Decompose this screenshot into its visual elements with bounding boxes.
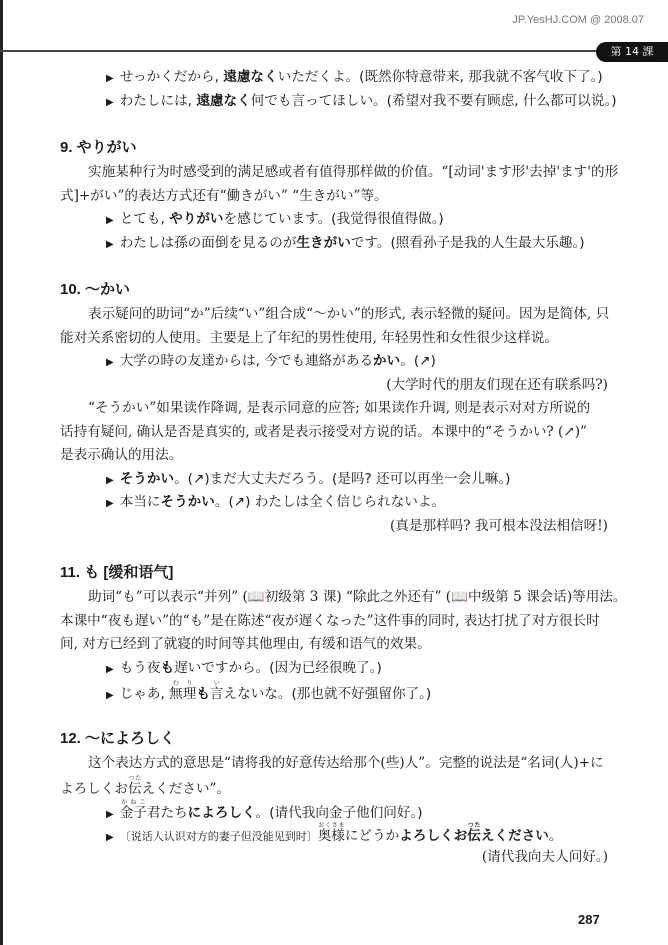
ruby-base: 無理 — [169, 686, 197, 702]
emphasis-text: 遠慮なく — [196, 92, 251, 109]
furigana: つた — [127, 775, 142, 782]
example-sentence — [0, 822, 668, 846]
translation: (真是那样吗? 我可根本没法相信呀!) — [390, 517, 608, 534]
paragraph-line: 这个表达方式的意思是“请将我的好意传达给那个(些)人”。完整的说法是“名词(人)+に — [88, 754, 604, 771]
header-rule — [0, 50, 600, 52]
bullet-triangle-icon: ▶ — [106, 357, 114, 368]
spacer — [0, 255, 668, 263]
emphasis-text: かい — [373, 353, 401, 369]
text-segment: を感じています。(我觉得很值得做。) — [223, 211, 444, 227]
bullet-triangle-icon: ▶ — [106, 238, 114, 250]
text-segment: にどうか — [344, 828, 400, 844]
paragraph-line: 间, 对方已经到了就寝的时间等其他理由, 有缓和语气的效果。 — [60, 636, 431, 652]
example-sentence — [0, 680, 668, 704]
section-heading: 10. ～かい — [60, 281, 131, 298]
page-body — [0, 66, 668, 869]
paragraph-line: 表示疑问的助词“か”后续“い”组合成“～かい”的形式, 表示轻微的疑问。因为是简体, 只 — [88, 306, 610, 322]
example-sentence — [0, 66, 668, 90]
text-segment: 。(请代我向金子他们问好。) — [255, 804, 423, 821]
text-segment: わたしには, — [119, 92, 197, 109]
text-segment: いただくよ。(既然你特意带来, 那我就不客气收下了。) — [277, 69, 603, 85]
emphasis-text: えください — [480, 828, 549, 844]
ruby-base: 奥様 — [317, 828, 345, 844]
paragraph-line: “そうかい”如果读作降调, 是表示同意的应答; 如果读作升调, 则是表示对对方所说的 — [88, 400, 591, 416]
text-segment: 大学の時の友達からは, 今でも連絡がある — [119, 353, 374, 369]
text-segment: 何でも言ってほしい。(希望对我不要有顾虑, 什么都可以说。) — [250, 92, 617, 109]
emphasis-text: も — [160, 659, 175, 676]
text-segment: 。(↗)まだ大丈夫だろう。(是吗? 还可以再坐一会儿嘛。) — [174, 470, 511, 487]
text-segment: じゃあ, — [119, 686, 170, 702]
example-sentence — [0, 350, 668, 374]
emphasis-text: そうかい — [119, 470, 175, 487]
ruby-text — [317, 822, 345, 844]
text-segment: とても, — [119, 211, 170, 227]
bullet-triangle-icon: ▶ — [106, 690, 114, 701]
page-number: 287 — [578, 912, 600, 927]
ruby-text — [169, 680, 197, 702]
emphasis-text: そうかい — [160, 494, 215, 510]
furigana: つた — [467, 822, 481, 829]
bullet-triangle-icon: ▶ — [106, 498, 114, 509]
bullet-triangle-icon: ▶ — [106, 808, 114, 820]
ruby-base: 金子 — [119, 804, 147, 821]
bullet-triangle-icon: ▶ — [106, 663, 114, 675]
text-segment: よろしくお — [60, 781, 128, 797]
text-segment: です。(照看孙子是我的人生最大乐趣。) — [350, 234, 585, 251]
example-sentence — [0, 90, 668, 114]
example-sentence — [0, 799, 668, 823]
example-sentence — [0, 468, 668, 492]
example-sentence — [0, 657, 668, 681]
emphasis-text: よろしくお — [399, 828, 468, 844]
bullet-triangle-icon: ▶ — [106, 215, 114, 226]
text-segment: えないな。(那也就不好强留你了。) — [223, 686, 432, 702]
example-sentence — [0, 491, 668, 515]
emphasis-text: 生きがい — [296, 234, 351, 251]
bullet-triangle-icon: ▶ — [106, 474, 114, 486]
ruby-base: 伝 — [127, 781, 142, 797]
furigana: おくさま — [317, 822, 345, 829]
furigana: い — [209, 680, 224, 687]
ruby-text — [127, 775, 142, 797]
text-segment: 。(↗) — [400, 353, 436, 369]
lesson-tab: 第 14 課 — [596, 42, 668, 62]
spacer — [0, 113, 668, 121]
ruby-text — [119, 798, 147, 821]
emphasis-text: によろしく — [187, 804, 256, 821]
paragraph-line: 是表示确认的用法。 — [60, 447, 183, 463]
translation: (请代我向夫人问好。) — [481, 848, 608, 865]
text-segment: もう夜 — [119, 659, 161, 676]
paragraph-line: 助词“も”可以表示“并列” (📖初级第 3 课) “除此之外还有” (📖中级第 5 课会话)等用法。 — [88, 589, 627, 605]
paragraph-line — [0, 775, 668, 799]
paragraph-line: 实施某种行为时感受到的满足感或者有值得那样做的价值。“[动词'ます形'去掉'ます'的形 — [88, 164, 619, 180]
text-segment: 君たち — [146, 804, 188, 821]
paragraph-line: 本课中“夜も遅い”的“も”是在陈述“夜が遅くなった”这件事的同时, 表达打扰了对方很长时 — [60, 612, 600, 629]
bullet-triangle-icon: ▶ — [106, 832, 114, 843]
furigana: かねこ — [119, 798, 147, 806]
text-segment: わたしは孫の面倒を見るのが — [119, 234, 297, 251]
example-sentence — [0, 208, 668, 232]
ruby-text — [467, 822, 481, 844]
ruby-text — [209, 680, 224, 702]
emphasis-text: やりがい — [169, 211, 224, 227]
bullet-triangle-icon: ▶ — [106, 96, 114, 108]
watermark: JP.YesHJ.COM @ 2008.07 — [512, 14, 644, 26]
text-segment: 〔说话人认识对方的妻子但没能见到时〕 — [119, 830, 318, 843]
text-segment: 。(↗) わたしは全く信じられないよ。 — [214, 494, 446, 510]
bullet-triangle-icon: ▶ — [106, 73, 114, 84]
text-segment: 遅いですから。(因为已经很晚了。) — [174, 659, 382, 676]
section-heading: 12. ～によろしく — [60, 729, 176, 747]
ruby-base: 言 — [209, 686, 224, 702]
paragraph-line: 能对关系密切的人使用。主要是上了年纪的男性使用, 年轻男性和女性很少这样说。 — [60, 329, 559, 346]
text-segment: えください”。 — [141, 781, 231, 797]
text-segment: せっかくだから, — [119, 69, 224, 85]
paragraph-line: 式]+がい”的表达方式还有“働きがい” “生きがい”等。 — [60, 187, 388, 204]
ruby-base: 伝 — [467, 828, 481, 844]
section-heading: 11. も [缓和语气] — [60, 564, 174, 581]
emphasis-text: 遠慮なく — [223, 69, 278, 85]
section-heading: 9. やりがい — [60, 139, 137, 156]
spacer — [0, 538, 668, 546]
text-segment: 。 — [548, 828, 563, 844]
example-sentence — [0, 232, 668, 256]
furigana: むり — [169, 680, 197, 687]
emphasis-text: も — [196, 686, 210, 702]
text-segment: 本当に — [119, 494, 161, 510]
translation: (大学时代的朋友们现在还有联系吗?) — [386, 376, 608, 393]
paragraph-line: 话持有疑问, 确认是否是真实的, 或者是表示接受对方说的话。本课中的“そうかい? (↗)” — [60, 423, 587, 440]
